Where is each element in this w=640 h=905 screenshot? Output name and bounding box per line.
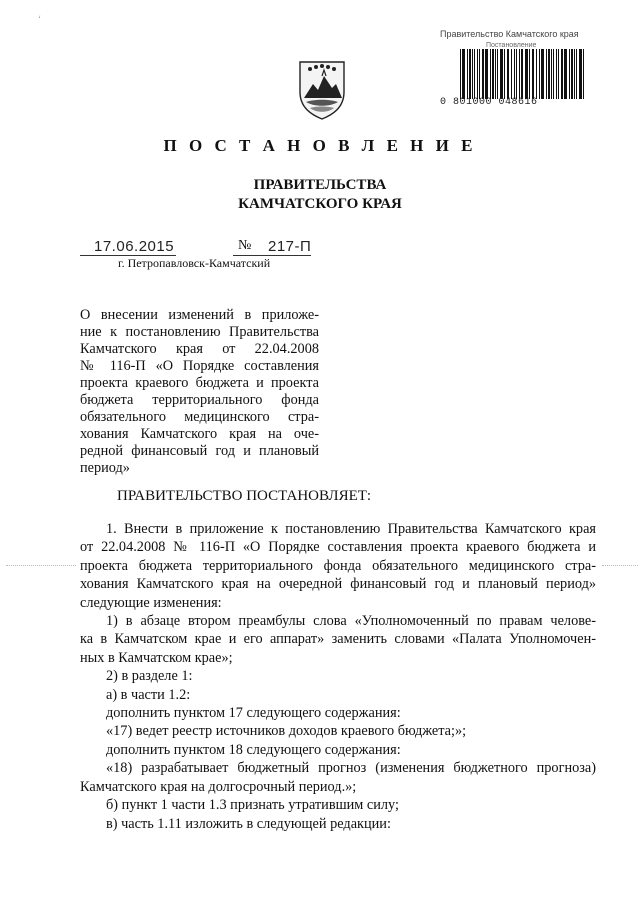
body-line: от 22.04.2008 № 116-П «О Порядке составления проекта краевого бюджета и xyxy=(80,539,596,556)
body-line: ных в Камчатском крае»; xyxy=(80,649,233,666)
body-line: а) в части 1.2: xyxy=(106,686,191,703)
body-line: следующие изменения: xyxy=(80,594,222,611)
body-line: «17) ведет реестр источников доходов краевого бюджета;»; xyxy=(106,723,467,740)
number-label: № xyxy=(238,238,252,253)
subject-line: редной финансовый год и плановый xyxy=(80,443,319,459)
subject-line: № 116-П «О Порядке составления xyxy=(80,358,319,374)
issuer xyxy=(0,176,640,214)
body-line: Камчатского края на долгосрочный период.»; xyxy=(80,778,357,795)
document-body xyxy=(80,520,596,833)
scan-artifact xyxy=(602,565,638,567)
body-line: 1) в абзаце втором преамбулы слова «Уполномоченный по правам челове- xyxy=(106,613,596,630)
body-line: «18) разрабатывает бюджетный прогноз (изменения бюджетного прогноза) xyxy=(106,760,596,777)
subject-line: обязательного медицинского стра- xyxy=(80,409,319,425)
subject-line: период» xyxy=(80,460,130,476)
issuer-line: КАМЧАТСКОГО КРАЯ xyxy=(238,196,402,212)
body-line: ка в Камчатском крае и его аппарат» заменить словами «Палата Уполномочен- xyxy=(80,631,596,648)
date-number-line xyxy=(80,238,320,256)
scan-artifact xyxy=(6,565,76,567)
subject-line: О внесении изменений в приложе- xyxy=(80,307,319,323)
body-line: в) часть 1.11 изложить в следующей редакции: xyxy=(106,815,391,832)
resolution-heading: ПРАВИТЕЛЬСТВО ПОСТАНОВЛЯЕТ: xyxy=(117,488,372,504)
scan-mark: ‘ xyxy=(38,14,41,24)
city: г. Петропавловск-Камчатский xyxy=(118,256,271,270)
document-subject xyxy=(80,307,319,477)
subject-line: хования Камчатского края на оче- xyxy=(80,426,319,442)
subject-line: бюджета территориального фонда xyxy=(80,392,319,408)
body-line: 2) в разделе 1: xyxy=(106,668,193,685)
subject-line: ние к постановлению Правительства xyxy=(80,324,319,340)
registration-stamp xyxy=(440,29,590,108)
issuer-line: ПРАВИТЕЛЬСТВА xyxy=(253,177,387,193)
barcode xyxy=(458,49,590,99)
stamp-doc-type: Постановление xyxy=(486,42,537,49)
body-line: дополнить пунктом 17 следующего содержания: xyxy=(106,705,401,722)
document-number: 217-П xyxy=(268,238,312,255)
body-line: 1. Внести в приложение к постановлению Правительства Камчатского края xyxy=(106,521,596,537)
subject-line: проекта краевого бюджета и проекта xyxy=(80,375,319,391)
body-line: дополнить пунктом 18 следующего содержания: xyxy=(106,741,401,758)
barcode-digits: 0 801000 048616 xyxy=(440,97,538,108)
body-line: проекта бюджета территориального фонда обязательного медицинского стра- xyxy=(80,557,596,574)
kamchatka-coat-of-arms-icon xyxy=(296,58,348,120)
document-title: П О С Т А Н О В Л Е Н И Е xyxy=(163,136,477,155)
document-date: 17.06.2015 xyxy=(94,238,175,255)
subject-line: Камчатского края от 22.04.2008 xyxy=(80,341,319,357)
body-line: б) пункт 1 части 1.3 признать утратившим силу; xyxy=(106,797,399,814)
stamp-organization: Правительство Камчатского края xyxy=(440,29,579,39)
body-line: хования Камчатского края на очередной финансовый год и плановый период» xyxy=(80,576,596,593)
